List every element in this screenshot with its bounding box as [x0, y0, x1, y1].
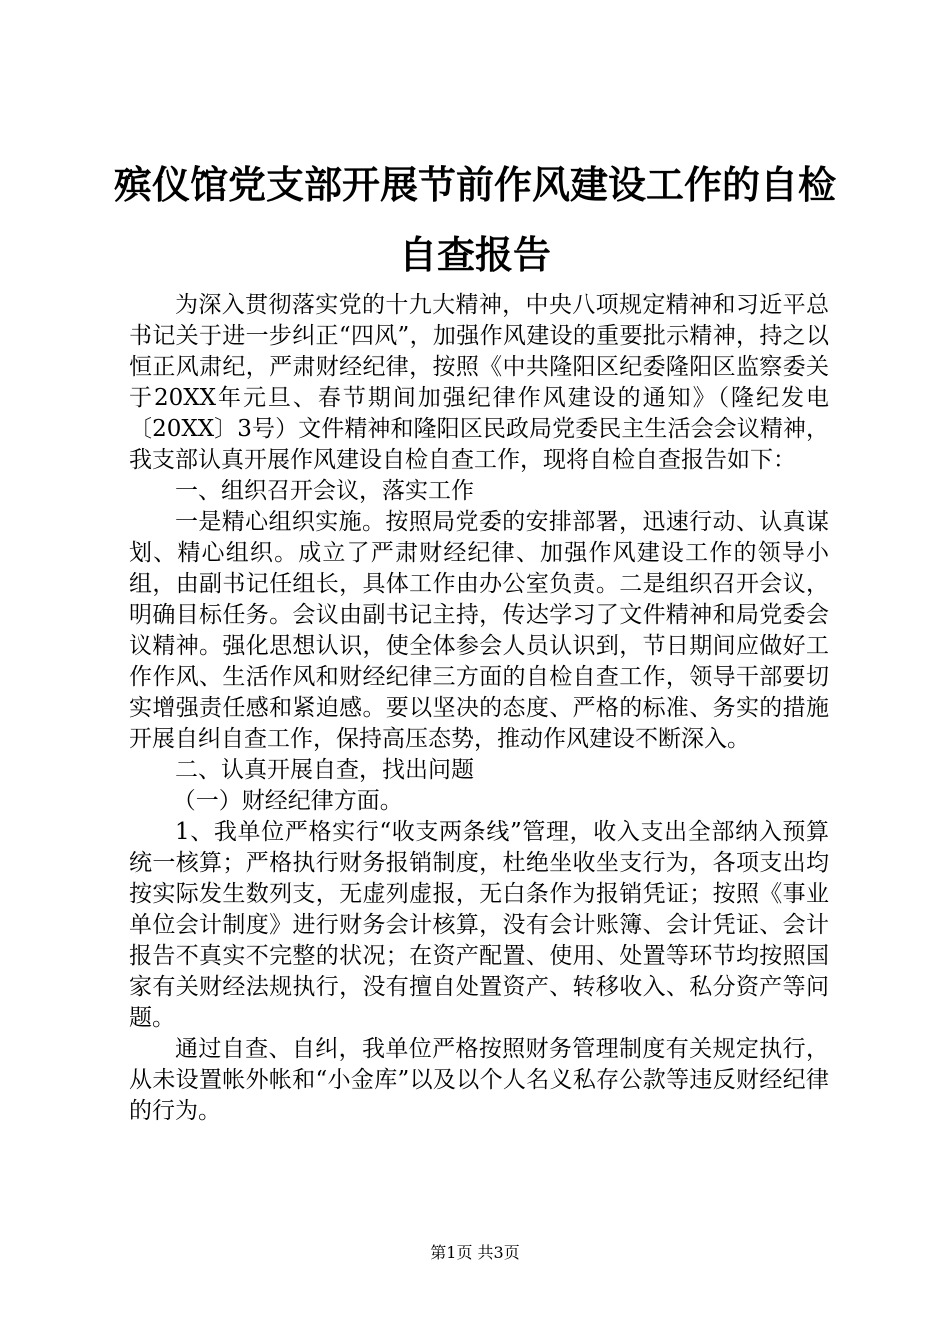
finance-item-1-paragraph: 1、我单位严格实行“收支两条线”管理，收入支出全部纳入预算统一核算；严格执行财务报销制度，杜绝坐收坐支行为，各项支出均按实际发生数列支，无虚列虚报，无白条作为报销凭证；按照《事业单位会计制度》进行财务会计核算，没有会计账簿、会计凭证、会计报告不真实不完整的状况；在资产配置、使用、处置等环节均按照国家有关财经法规执行，没有擅自处置资产、转移收入、私分资产等问题。: [129, 819, 829, 1031]
section-1-paragraph: 一是精心组织实施。按照局党委的安排部署，迅速行动、认真谋划、精心组织。成立了严肃财经纪律、加强作风建设工作的领导小组，由副书记任组长，具体工作由办公室负责。二是组织召开会议，明确目标任务。会议由副书记主持，传达学习了文件精神和局党委会议精神。强化思想认识，使全体参会人员认识到，节日期间应做好工作作风、生活作风和财经纪律三方面的自检自查工作，领导干部要切实增强责任感和紧迫感。要以坚决的态度、严格的标准、务实的措施开展自纠自查工作，保持高压态势，推动作风建设不断深入。: [129, 509, 829, 752]
intro-paragraph: 为深入贯彻落实党的十九大精神，中央八项规定精神和习近平总书记关于进一步纠正“四风”，加强作风建设的重要批示精神，持之以恒正风肃纪，严肃财经纪律，按照《中共隆阳区纪委隆阳区监察委关于20XX年元旦、春节期间加强纪律作风建设的通知》（隆纪发电〔20XX〕3号）文件精神和隆阳区民政局党委民主生活会会议精神，我支部认真开展作风建设自检自查工作，现将自检自查报告如下：: [129, 292, 829, 473]
document-title: 殡仪馆党支部开展节前作风建设工作的自检自查报告: [113, 162, 836, 277]
subsection-heading-finance: （一）财经纪律方面。: [172, 788, 403, 814]
section-heading-2: 二、认真开展自查，找出问题: [175, 757, 474, 783]
document-body: [129, 290, 829, 1127]
section-heading-1: 一、组织召开会议，落实工作: [175, 478, 474, 504]
finance-conclusion-paragraph: 通过自查、自纠，我单位严格按照财务管理制度有关规定执行，从未设置帐外帐和“小金库”以及以个人名义私存公款等违反财经纪律的行为。: [129, 1036, 829, 1124]
page-footer: 第1页 共3页: [430, 1243, 520, 1262]
